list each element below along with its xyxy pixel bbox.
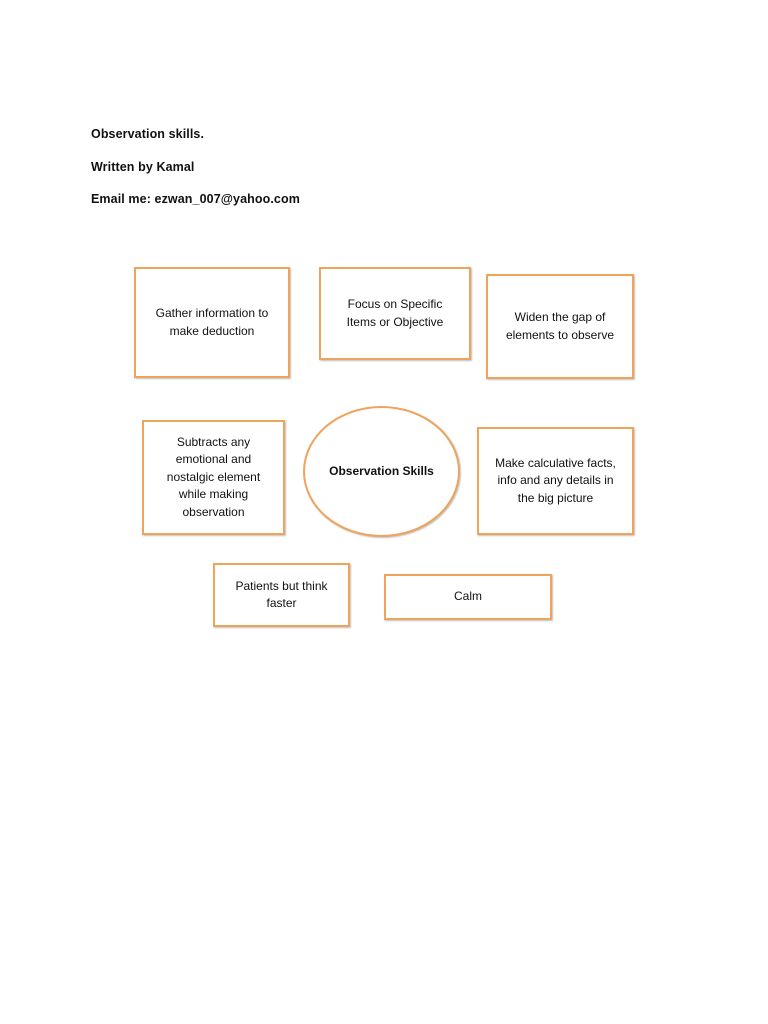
node-subtracts-emotional xyxy=(142,420,285,535)
node-patients-think-faster xyxy=(213,563,350,627)
author-line: Written by Kamal xyxy=(91,160,195,174)
node-make-calculative-facts-label: Make calculative facts, info and any details in the big picture xyxy=(495,455,616,505)
node-widen-gap-label: Widen the gap of elements to observe xyxy=(505,310,615,342)
node-gather-information xyxy=(134,267,290,378)
email-line: Email me: ezwan_007@yahoo.com xyxy=(91,192,300,206)
node-calm xyxy=(384,574,552,620)
node-focus-specific-items xyxy=(319,267,471,360)
document-title: Observation skills. xyxy=(91,127,205,141)
node-calm-label: Calm xyxy=(453,589,482,604)
node-widen-gap xyxy=(486,274,634,379)
node-make-calculative-facts xyxy=(477,427,634,535)
center-node-observation-skills xyxy=(303,406,460,537)
node-gather-information-label: Gather information to make deduction xyxy=(155,306,269,338)
node-subtracts-emotional-label: Subtracts any emotional and nostalgic element while making observation xyxy=(166,434,261,519)
node-patients-think-faster-label: Patients but think faster xyxy=(235,578,328,610)
node-focus-specific-items-label: Focus on Specific Items or Objective xyxy=(346,297,444,329)
center-node-label: Observation Skills xyxy=(329,463,434,478)
